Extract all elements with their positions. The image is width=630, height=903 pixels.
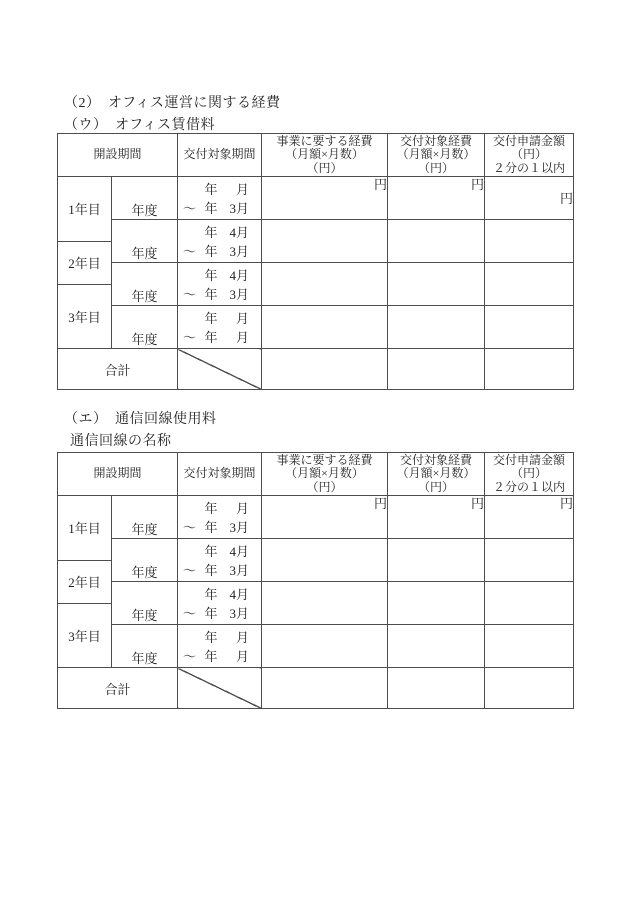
period-line: ～ 年 3月 — [183, 287, 250, 302]
header-line: （月額×月数） — [285, 466, 364, 481]
business-expense-cell — [262, 306, 388, 349]
period-line: 年 4月 — [204, 544, 250, 559]
grant-period-cell — [178, 496, 262, 539]
application-amount-cell — [485, 306, 574, 349]
fiscal-year-cell: 年度 — [112, 582, 178, 625]
header-line: （円） — [418, 479, 455, 494]
col-header-business-expense — [262, 134, 388, 177]
header-line: 交付申請金額 — [493, 452, 566, 467]
total-application-amount-cell — [485, 668, 574, 709]
fiscal-year-cell: 年度 — [112, 263, 178, 306]
col-header-opening-period: 開設期間 — [58, 134, 178, 177]
business-expense-cell — [262, 220, 388, 263]
table-header-row — [58, 453, 574, 496]
col-header-business-expense — [262, 453, 388, 496]
application-amount-cell — [485, 539, 574, 582]
year-label-3: 3年目 — [58, 284, 112, 349]
business-expense-cell — [262, 263, 388, 306]
application-amount-cell: 円 — [485, 496, 574, 539]
telecom-line-name-label: 通信回線の名称 — [70, 434, 172, 449]
fiscal-year-cell: 年度 — [112, 306, 178, 349]
col-header-application-amount — [485, 134, 574, 177]
fiscal-year-cell: 年度 — [112, 625, 178, 668]
business-expense-cell — [262, 582, 388, 625]
total-label: 合計 — [58, 349, 178, 390]
header-line: （月額×月数） — [285, 147, 364, 162]
header-line: （円） — [511, 147, 548, 162]
eligible-expense-cell — [388, 263, 485, 306]
business-expense-cell — [262, 625, 388, 668]
table-header-row — [58, 134, 574, 177]
period-line: 年 月 — [204, 630, 250, 645]
grant-period-cell — [178, 582, 262, 625]
year-label-3: 3年目 — [58, 603, 112, 668]
period-line: ～ 年 月 — [183, 649, 250, 664]
total-application-amount-cell — [485, 349, 574, 390]
eligible-expense-cell — [388, 539, 485, 582]
header-line: （円） — [418, 160, 455, 175]
diagonal-strikethrough-cell — [178, 349, 262, 390]
diagonal-strikethrough-cell — [178, 668, 262, 709]
telecom-line-table — [57, 452, 574, 709]
period-line: 年 月 — [204, 501, 250, 516]
header-line: （月額×月数） — [396, 147, 476, 162]
col-header-eligible-expense — [388, 453, 485, 496]
office-rent-table — [57, 133, 574, 390]
application-amount-cell: 円 — [485, 177, 574, 220]
fiscal-year-cell: 年度 — [112, 220, 178, 263]
telecom-line-heading: （エ） 通信回線使用料 — [64, 412, 217, 427]
eligible-expense-cell: 円 — [388, 496, 485, 539]
period-line: 年 4月 — [204, 268, 250, 283]
col-header-application-amount — [485, 453, 574, 496]
application-amount-cell — [485, 220, 574, 263]
grant-period-cell — [178, 306, 262, 349]
fiscal-year-cell: 年度 — [112, 177, 178, 220]
eligible-expense-cell: 円 — [388, 177, 485, 220]
header-line: 交付対象経費 — [400, 133, 473, 148]
header-line: 事業に要する経費 — [276, 452, 373, 467]
grant-period-cell — [178, 177, 262, 220]
eligible-expense-cell — [388, 625, 485, 668]
grant-period-cell — [178, 263, 262, 306]
business-expense-cell: 円 — [262, 496, 388, 539]
grant-period-cell — [178, 625, 262, 668]
business-expense-cell — [262, 539, 388, 582]
header-line: ２分の１以内 — [493, 479, 566, 494]
period-line: ～ 年 月 — [183, 330, 250, 345]
header-line: ２分の１以内 — [493, 160, 566, 175]
col-header-grant-period: 交付対象期間 — [178, 453, 262, 496]
col-header-eligible-expense — [388, 134, 485, 177]
period-line: ～ 年 3月 — [183, 201, 250, 216]
year-label-2: 2年目 — [58, 560, 112, 603]
year-label-1: 1年目 — [58, 496, 112, 561]
col-header-opening-period: 開設期間 — [58, 453, 178, 496]
application-amount-cell — [485, 263, 574, 306]
header-line: （円） — [306, 160, 343, 175]
total-business-expense-cell — [262, 349, 388, 390]
application-amount-cell — [485, 625, 574, 668]
header-line: （円） — [511, 466, 548, 481]
eligible-expense-cell — [388, 582, 485, 625]
header-line: 交付対象経費 — [400, 452, 473, 467]
total-eligible-expense-cell — [388, 349, 485, 390]
header-line: （円） — [306, 479, 343, 494]
eligible-expense-cell — [388, 220, 485, 263]
eligible-expense-cell — [388, 306, 485, 349]
period-line: 年 4月 — [204, 587, 250, 602]
period-line: ～ 年 3月 — [183, 563, 250, 578]
header-line: （月額×月数） — [396, 466, 476, 481]
application-amount-cell — [485, 582, 574, 625]
grant-period-cell — [178, 220, 262, 263]
period-line: ～ 年 3月 — [183, 606, 250, 621]
fiscal-year-cell: 年度 — [112, 496, 178, 539]
period-line: ～ 年 3月 — [183, 244, 250, 259]
period-line: 年 4月 — [204, 225, 250, 240]
header-line: 事業に要する経費 — [276, 133, 373, 148]
office-rent-heading: （ウ） オフィス賃借料 — [64, 118, 215, 133]
business-expense-cell: 円 — [262, 177, 388, 220]
total-label: 合計 — [58, 668, 178, 709]
period-line: 年 月 — [204, 182, 250, 197]
year-label-2: 2年目 — [58, 241, 112, 284]
fiscal-year-cell: 年度 — [112, 539, 178, 582]
year-label-1: 1年目 — [58, 177, 112, 242]
total-business-expense-cell — [262, 668, 388, 709]
header-line: 交付申請金額 — [493, 133, 566, 148]
total-eligible-expense-cell — [388, 668, 485, 709]
period-line: ～ 年 3月 — [183, 520, 250, 535]
col-header-grant-period: 交付対象期間 — [178, 134, 262, 177]
section-heading: （2） オフィス運営に関する経費 — [64, 96, 281, 111]
grant-period-cell — [178, 539, 262, 582]
period-line: 年 月 — [204, 311, 250, 326]
